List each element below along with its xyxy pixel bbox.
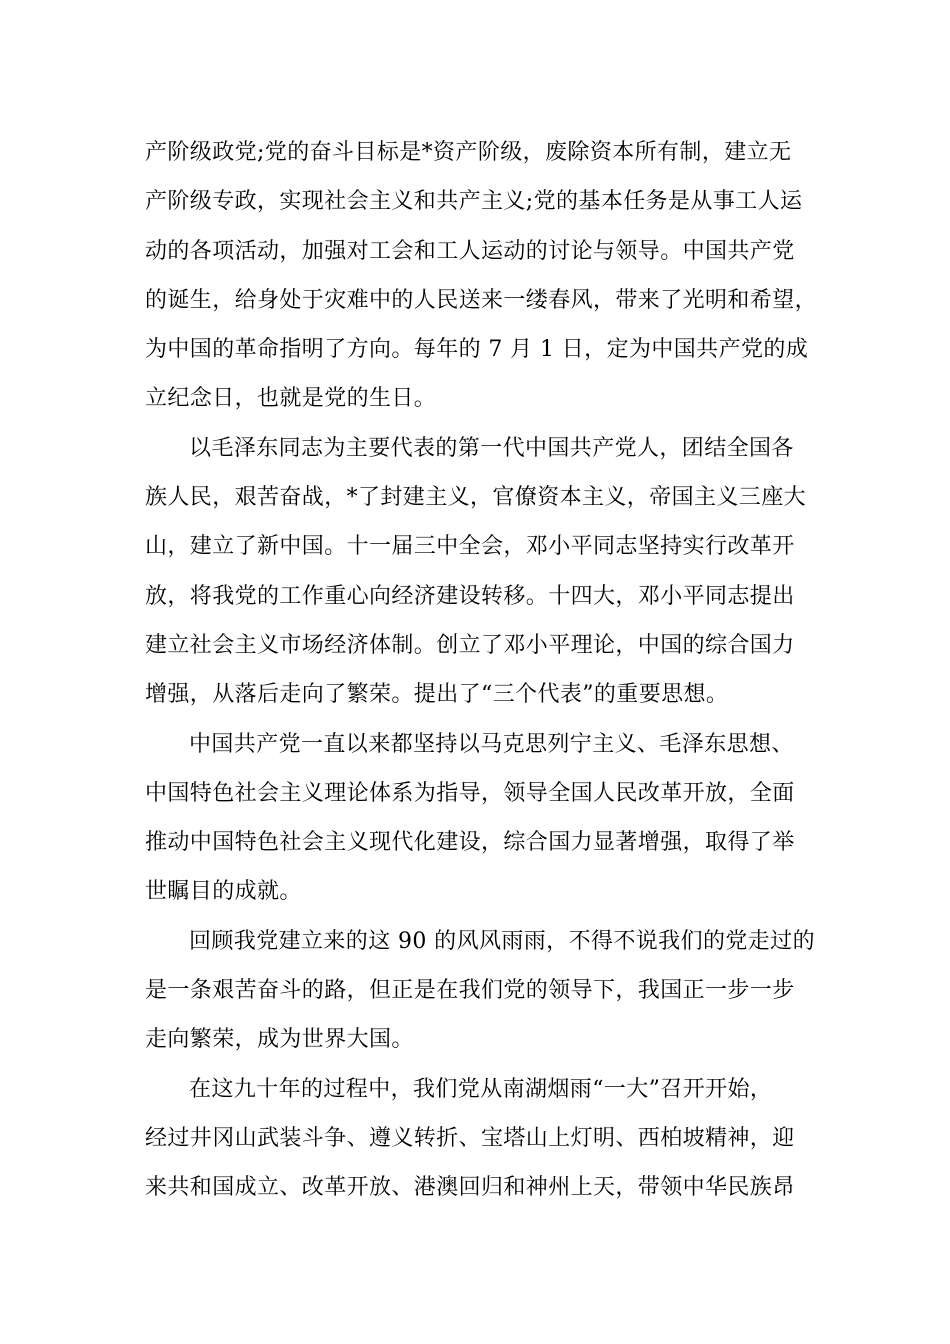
text-line: 回顾我党建立来的这 90 的风风雨雨，不得不说我们的党走过的 <box>189 928 815 954</box>
text-line: 族人民，艰苦奋战，*了封建主义，官僚资本主义，帝国主义三座大 <box>145 485 807 511</box>
text-line: 来共和国成立、改革开放、港澳回归和神州上天，带领中华民族昂 <box>145 1175 795 1201</box>
text-line: 建立社会主义市场经济体制。创立了邓小平理论，中国的综合国力 <box>145 632 795 658</box>
text-line: 走向繁荣，成为世界大国。 <box>145 1027 414 1053</box>
text-line: 在这九十年的过程中，我们党从南湖烟雨“一大”召开开始， <box>189 1076 773 1102</box>
text-line: 世瞩目的成就。 <box>145 879 302 905</box>
text-line: 产阶级政党;党的奋斗目标是*资产阶级，废除资本所有制，建立无 <box>145 140 792 165</box>
text-line: 放，将我党的工作重心向经济建设转移。十四大，邓小平同志提出 <box>145 583 795 609</box>
text-line: 是一条艰苦奋斗的路，但正是在我们党的领导下，我国正一步一步 <box>145 978 795 1004</box>
text-line: 产阶级专政，实现社会主义和共产主义;党的基本任务是从事工人运 <box>145 189 803 215</box>
text-line: 以毛泽东同志为主要代表的第一代中国共产党人，团结全国各 <box>189 435 794 461</box>
text-line: 增强，从落后走向了繁荣。提出了“三个代表”的重要思想。 <box>145 682 729 708</box>
text-line: 为中国的革命指明了方向。每年的 7 月 1 日，定为中国共产党的成 <box>145 337 809 363</box>
text-line: 经过井冈山武装斗争、遵义转折、宝塔山上灯明、西柏坡精神，迎 <box>145 1125 795 1151</box>
document-body <box>145 128 825 1213</box>
text-line: 立纪念日，也就是党的生日。 <box>145 386 437 412</box>
text-line: 推动中国特色社会主义现代化建设，综合国力显著增强，取得了举 <box>145 830 795 856</box>
text-line: 动的各项活动，加强对工会和工人运动的讨论与领导。中国共产党 <box>145 238 795 264</box>
text-line: 山，建立了新中国。十一届三中全会，邓小平同志坚持实行改革开 <box>145 534 795 560</box>
text-line: 中国特色社会主义理论体系为指导，领导全国人民改革开放，全面 <box>145 780 795 806</box>
text-line: 的诞生，给身处于灾难中的人民送来一缕春风，带来了光明和希望， <box>145 287 818 313</box>
text-line: 中国共产党一直以来都坚持以马克思列宁主义、毛泽东思想、 <box>189 731 794 757</box>
